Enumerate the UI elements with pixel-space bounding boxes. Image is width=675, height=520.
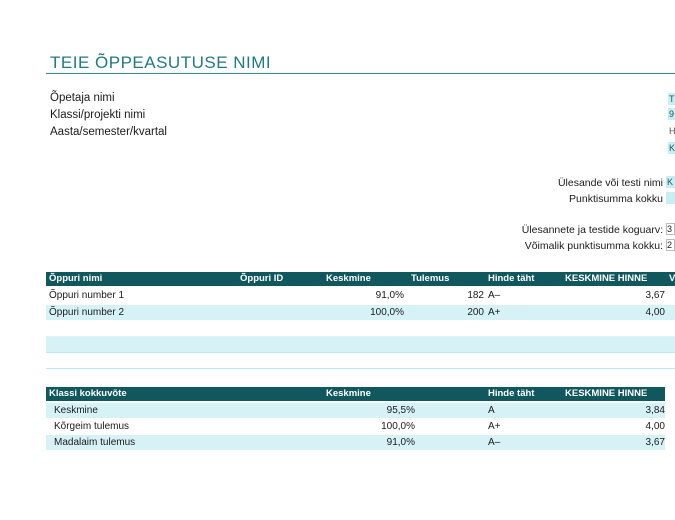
summary-grade-cell[interactable]: A– [488, 437, 501, 448]
summary-name-cell[interactable]: Madalaim tulemus [54, 437, 136, 448]
points-total-label: Punktisumma kokku [569, 193, 663, 205]
assignment-count-label: Ülesannete ja testide koguarv: [521, 224, 663, 236]
empty-table-row[interactable] [46, 321, 675, 337]
summary-avg-grade-cell[interactable]: 4,00 [645, 421, 665, 432]
assignment-count-cell[interactable]: 3 [666, 223, 675, 235]
teacher-name-label: Õpetaja nimi [50, 92, 115, 104]
assignment-name-cell[interactable]: K [666, 176, 675, 188]
student-grade-cell[interactable]: A+ [488, 307, 501, 318]
summary-grade-cell[interactable]: A+ [488, 421, 501, 432]
possible-points-label: Võimalik punktisumma kokku: [524, 240, 663, 252]
summary-average-cell[interactable]: 91,0% [386, 437, 415, 448]
header-average[interactable]: Keskmine [326, 273, 371, 284]
summary-name-cell[interactable]: Kõrgeim tulemus [54, 421, 130, 432]
student-avg-grade-cell[interactable]: 3,67 [645, 290, 665, 301]
summary-row[interactable] [46, 403, 665, 418]
header-extra[interactable]: V [669, 273, 675, 284]
row-divider [46, 368, 675, 369]
header-student-id[interactable]: Õppuri ID [240, 273, 284, 284]
table-row[interactable] [46, 305, 675, 320]
class-name-label: Klassi/projekti nimi [50, 109, 146, 121]
class-name-cell[interactable]: 9 [669, 109, 675, 119]
student-score-cell[interactable]: 182 [467, 290, 484, 301]
empty-table-row[interactable] [46, 337, 675, 352]
student-score-cell[interactable]: 200 [467, 307, 484, 318]
school-name-title[interactable]: TEIE ÕPPEASUTUSE NIMI [50, 53, 272, 72]
title-divider [46, 73, 675, 74]
header-summary-average-grade[interactable]: KESKMINE HINNE [565, 388, 648, 399]
summary-average-cell[interactable]: 100,0% [381, 421, 415, 432]
students-table-header [46, 272, 675, 286]
header-class-summary[interactable]: Klassi kokkuvõte [49, 388, 127, 399]
summary-avg-grade-cell[interactable]: 3,67 [645, 437, 665, 448]
assignment-name-label: Ülesande või testi nimi [557, 177, 663, 189]
student-average-cell[interactable]: 100,0% [370, 307, 404, 318]
header-score[interactable]: Tulemus [411, 273, 450, 284]
header-student-name[interactable]: Õppuri nimi [49, 273, 103, 284]
table-row[interactable] [46, 288, 675, 303]
student-name-cell[interactable]: Õppuri number 1 [49, 290, 125, 301]
possible-points-cell[interactable]: 2 [666, 239, 675, 251]
header-summary-average[interactable]: Keskmine [326, 388, 371, 399]
header-average-grade[interactable]: KESKMINE HINNE [565, 273, 648, 284]
points-total-cell[interactable] [666, 192, 675, 204]
teacher-name-cell[interactable]: T [669, 94, 675, 104]
summary-row[interactable] [46, 419, 665, 434]
summary-row[interactable] [46, 435, 665, 450]
summary-grade-cell[interactable]: A [488, 405, 495, 416]
summary-table-header [46, 387, 665, 401]
row-divider [46, 352, 675, 353]
header-summary-letter-grade[interactable]: Hinde täht [488, 388, 535, 399]
term-cell[interactable]: H [669, 126, 675, 136]
student-grade-cell[interactable]: A– [488, 290, 501, 301]
term-label: Aasta/semester/kvartal [50, 126, 167, 138]
extra-info-cell[interactable]: K [669, 143, 675, 153]
summary-avg-grade-cell[interactable]: 3,84 [645, 405, 665, 416]
summary-name-cell[interactable]: Keskmine [54, 405, 98, 416]
summary-average-cell[interactable]: 95,5% [386, 405, 415, 416]
student-avg-grade-cell[interactable]: 4,00 [645, 307, 665, 318]
student-name-cell[interactable]: Õppuri number 2 [49, 307, 125, 318]
student-average-cell[interactable]: 91,0% [375, 290, 404, 301]
header-letter-grade[interactable]: Hinde täht [488, 273, 535, 284]
